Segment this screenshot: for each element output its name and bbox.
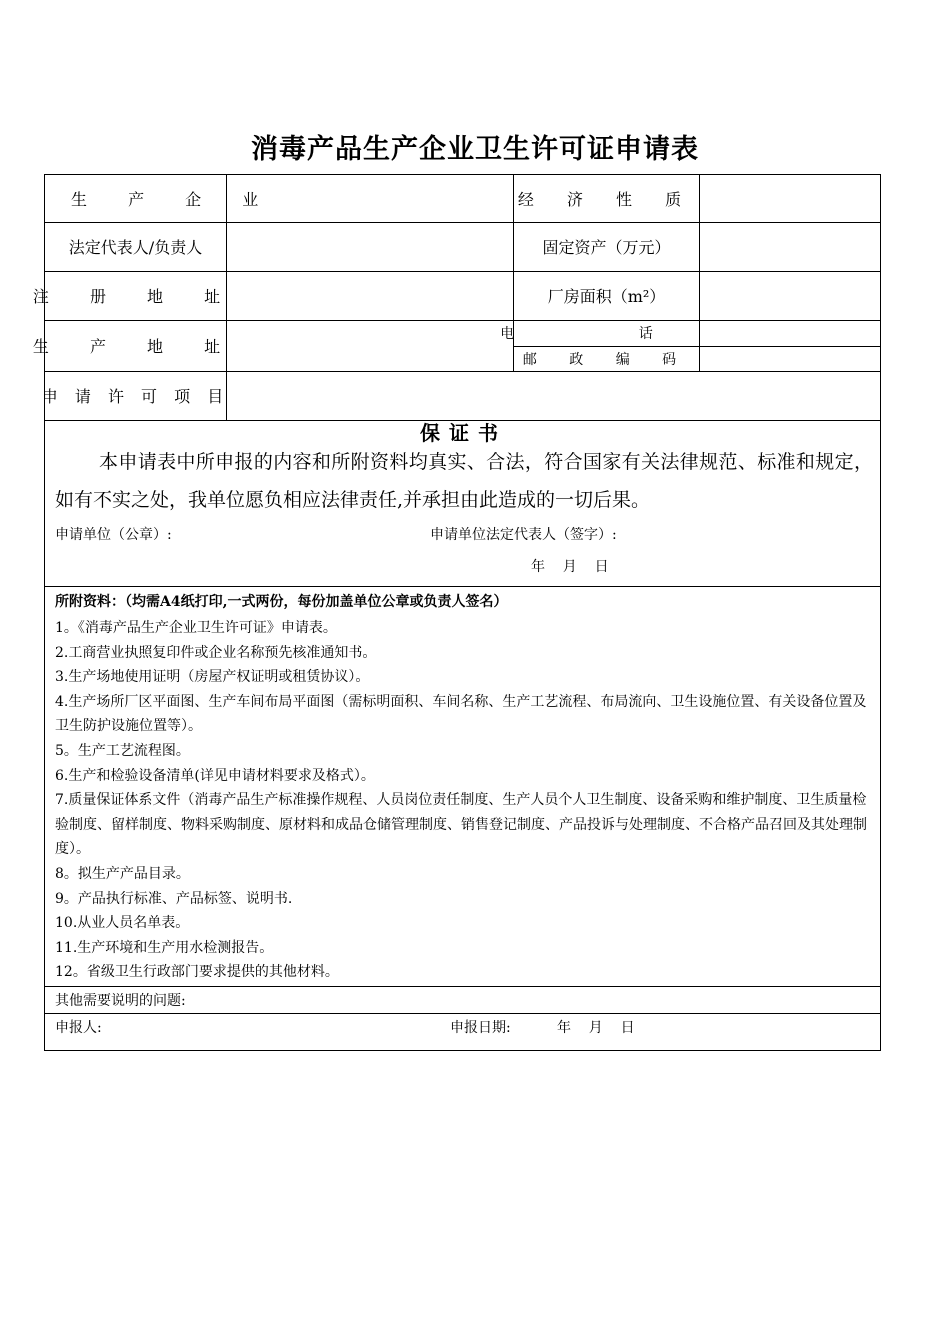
guarantee-body: 本申请表中所申报的内容和所附资料均真实、合法，符合国家有关法律规范、标准和规定，如有不实之处，我单位愿负相应法律责任,并承担由此造成的一切后果。 (55, 451, 873, 511)
row-divider (45, 1013, 880, 1014)
list-item: 11.生产环境和生产用水检测报告。 (55, 939, 274, 956)
apply-date-value[interactable]: 年 月 日 (557, 1020, 635, 1036)
label-text: 生 产 企 业 (71, 190, 277, 209)
fixed-assets-label: 固定资产（万元） (542, 238, 671, 257)
legal-rep-label: 法定代表人/负责人 (68, 238, 203, 257)
list-item: 12。省级卫生行政部门要求提供的其他材料。 (55, 964, 339, 981)
applicant-label: 申报人: (55, 1020, 102, 1036)
plant-area-label: 厂房面积（m²） (547, 287, 666, 306)
attachments-header: 所附资料：（均需A4纸打印,一式两份，每份加盖单位公章或负责人签名） (55, 594, 508, 610)
list-item: 8。拟生产产品目录。 (55, 865, 190, 882)
list-item: 3.生产场地使用证明（房屋产权证明或租赁协议）。 (55, 669, 370, 686)
prod-address-input[interactable] (227, 320, 513, 371)
reg-address-input[interactable] (227, 271, 513, 320)
label-text: 经 济 性 质 (517, 190, 696, 209)
postcode-label (514, 346, 699, 371)
other-notes-field[interactable]: 其他需要说明的问题: (55, 992, 186, 1009)
license-items-input[interactable] (227, 371, 880, 420)
plant-area-input[interactable] (700, 271, 880, 320)
label-text: 生 产 地 址 (32, 337, 239, 356)
apply-date-label: 申报日期: (450, 1020, 511, 1036)
guarantee-date: 年 月 日 (531, 559, 609, 575)
legal-rep-input[interactable] (227, 222, 513, 271)
list-item: 7.质量保证体系文件（消毒产品生产标准操作规程、人员岗位责任制度、生产人员个人卫生制度、设备采购和维护制度、卫生质量检验制度、留样制度、物料采购制度、原材料和成品仓储管理制度、销售登记制度、产品投诉与处理制度、不合格产品召回及其处理制度）。 (55, 792, 867, 858)
list-item: 6.生产和检验设备清单(详见申请材料要求及格式）。 (55, 767, 375, 784)
reg-address-label (32, 271, 239, 320)
label-text: 申 请 许 可 项 目 (41, 387, 230, 406)
list-item: 2.工商营业执照复印件或企业名称预先核准通知书。 (55, 644, 377, 661)
postcode-input[interactable] (700, 346, 880, 371)
label-text: 注 册 地 址 (32, 287, 239, 306)
economic-type-input[interactable] (700, 175, 880, 222)
applicant-unit-seal: 申请单位（公章）: (55, 527, 172, 543)
phone-label (500, 320, 713, 346)
application-form (32, 174, 881, 1051)
list-item: 5。生产工艺流程图。 (55, 742, 190, 759)
label-text: 邮 政 编 码 (522, 351, 691, 368)
license-items-label (41, 371, 230, 420)
economic-type-label (514, 175, 699, 222)
list-item: 9。产品执行标准、产品标签、说明书. (55, 890, 293, 907)
page-title: 消毒产品生产企业卫生许可证申请表 (251, 134, 699, 165)
row-divider (45, 586, 880, 587)
legal-rep-signature: 申请单位法定代表人（签字）: (430, 527, 617, 543)
list-item: 4.生产场所厂区平面图、生产车间布局平面图（需标明面积、车间名称、生产工艺流程、布局流向、卫生设施位置、有关设备位置及卫生防护设施位置等）。 (55, 693, 867, 735)
phone-input[interactable] (700, 320, 880, 346)
list-item: 1。《消毒产品生产企业卫生许可证》申请表。 (55, 620, 337, 636)
guarantee-title: 保证书 (420, 421, 507, 445)
company-input[interactable] (227, 175, 513, 222)
fixed-assets-input[interactable] (700, 222, 880, 271)
attachments-list (55, 616, 873, 985)
prod-address-label (32, 320, 239, 371)
list-item: 10.从业人员名单表。 (55, 915, 190, 932)
company-label (71, 175, 277, 222)
label-text: 电 话 (500, 326, 713, 342)
